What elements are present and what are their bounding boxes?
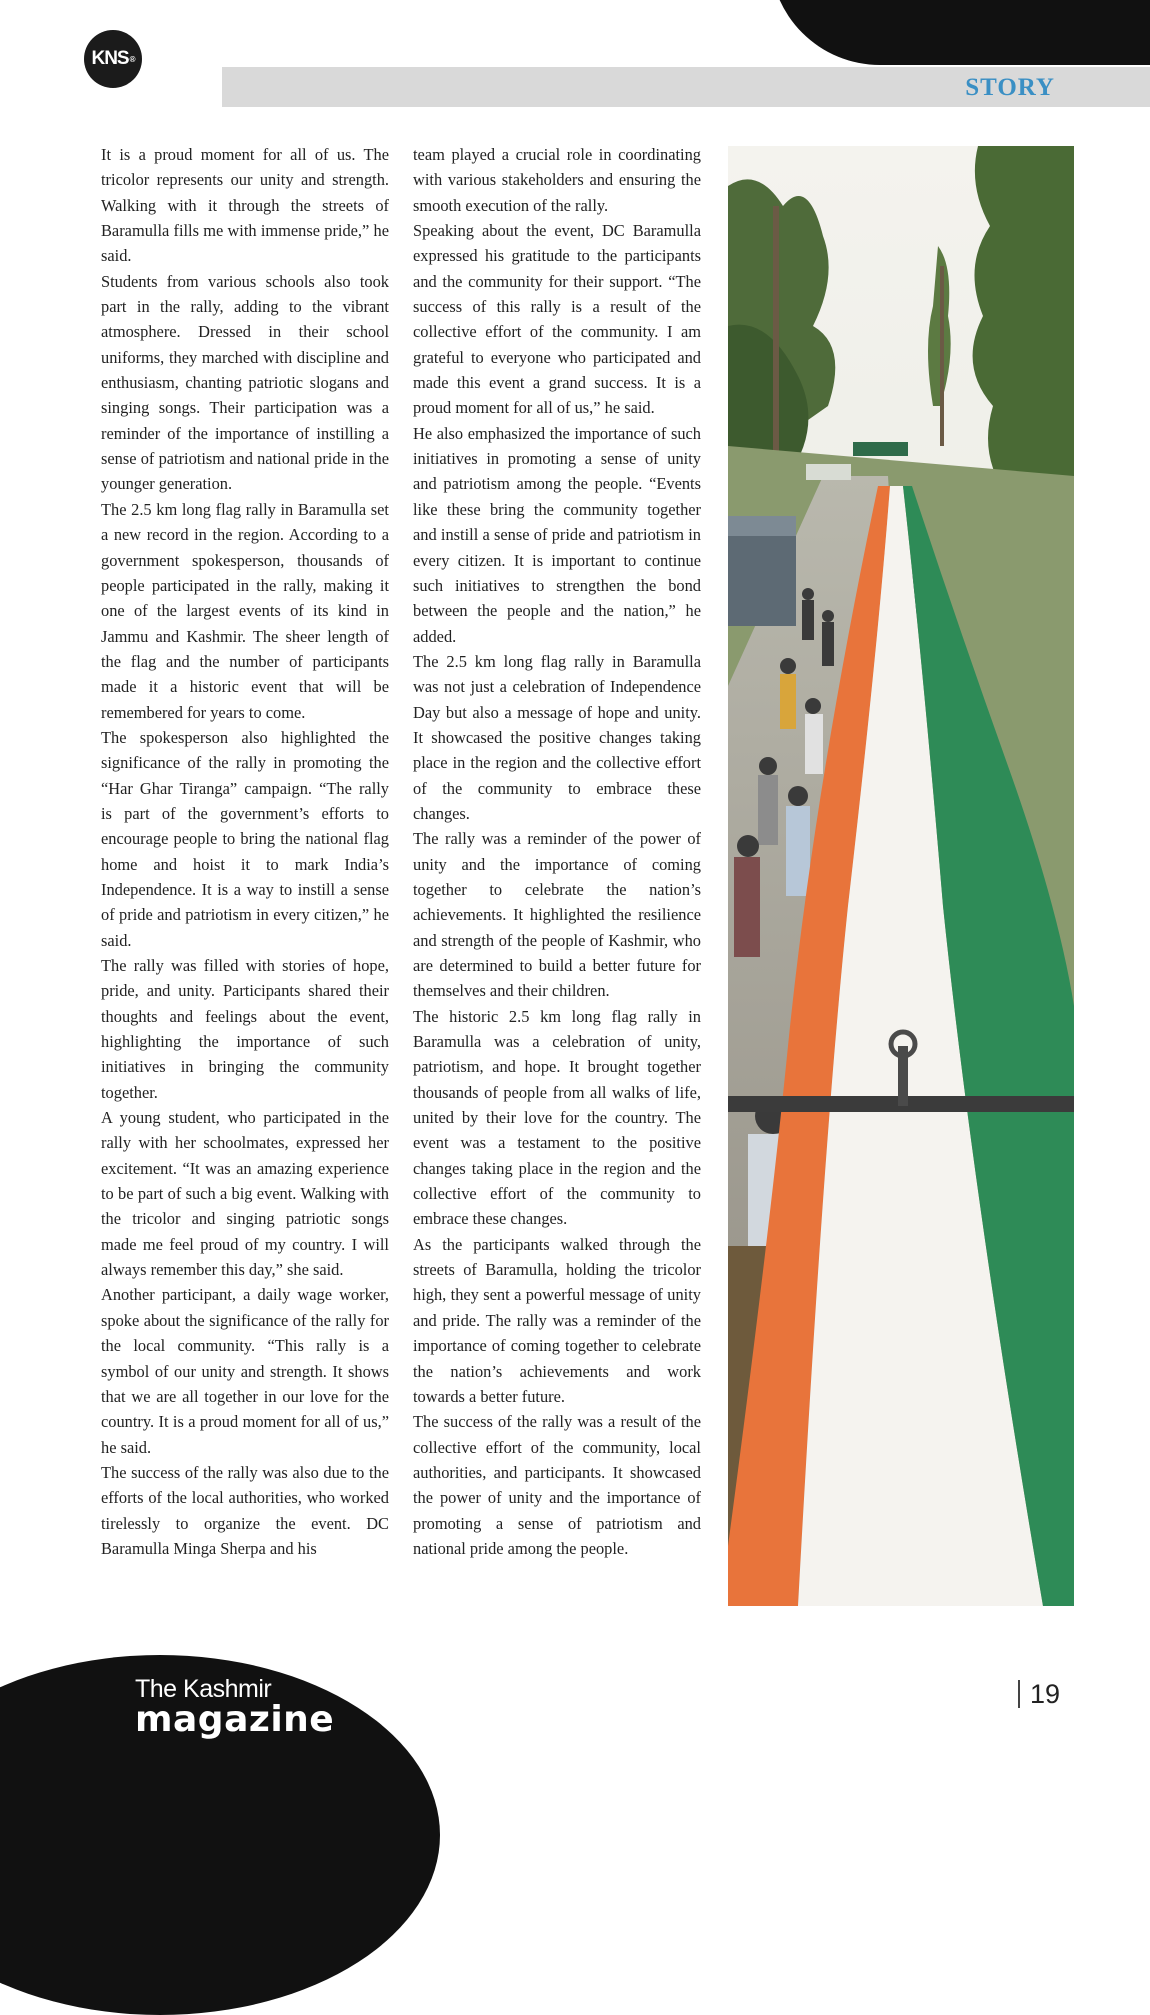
paragraph: The rally was a reminder of the power of unity and the importance of coming together to celebrate the nation’s achievements. It highlighted the resilience and strength of the people of Kashmir, who are determined to build a better future for themselves and their children. (413, 829, 701, 1001)
paragraph: As the participants walked through the streets of Baramulla, holding the tricolor high, they sent a powerful message of unity and pride. The rally was a reminder of the importance of coming together to celebrate the nation’s achievements and work towards a better future. (413, 1234, 701, 1406)
kns-logo (84, 30, 142, 88)
flag-rally-photo (728, 146, 1074, 1606)
brand-line-2: magazine (135, 1699, 335, 1740)
paragraph: A young student, who participated in the rally with her schoolmates, expressed her excitement. “It was an amazing experience to be part of such a big event. Walking with the tricolor and singing patriotic songs made me feel proud of my country. I will always remember this day,” she said. (101, 1108, 389, 1280)
paragraph: The historic 2.5 km long flag rally in Baramulla was a celebration of unity, patriotism, and hope. It brought together thousands of people from all walks of life, united by their love for the country. The event was a testament to the positive changes taking place in the region and the collective effort of the community to embrace these changes. (413, 1006, 701, 1229)
paragraph: It is a proud moment for all of us. The tricolor represents our unity and strength. Walking with it through the streets of Baramulla fills me with immense pride,” he said. (101, 145, 389, 266)
article-column-2 (413, 142, 701, 1561)
kns-logo-text: KNS (91, 48, 129, 69)
paragraph: Students from various schools also took part in the rally, adding to the vibrant atmosphere. Dressed in their school uniforms, they marched with discipline and enthusiasm, chanting patriotic slogans and singing songs. Their participation was a reminder of the importance of instilling a sense of patriotism and national pride in the younger generation. (101, 271, 389, 494)
paragraph: The 2.5 km long flag rally in Baramulla set a new record in the region. According to a government spokesperson, thousands of people participated in the rally, making it one of the largest events of its kind in Jammu and Kashmir. The sheer length of the flag and the number of participants made it a historic event that will be remembered for years to come. (101, 499, 389, 722)
paragraph: team played a crucial role in coordinating with various stakeholders and ensuring the smooth execution of the rally. (413, 145, 701, 215)
brand-line-1: The Kashmir (135, 1675, 272, 1703)
section-label: STORY (965, 74, 1055, 101)
top-right-corner-shape (770, 0, 1150, 65)
article-column-1 (101, 142, 389, 1561)
paragraph: The 2.5 km long flag rally in Baramulla was not just a celebration of Independence Day but also a message of hope and unity. It showcased the positive changes taking place in the region and the collective effort of the community to embrace these changes. (413, 651, 701, 823)
paragraph: Speaking about the event, DC Baramulla expressed his gratitude to the participants and the community for their support. “The success of this rally is a result of the collective effort of the community. I am grateful to everyone who participated and made this event a grand success. It is a proud moment for all of us,” he said. (413, 221, 701, 418)
paragraph: He also emphasized the importance of such initiatives in promoting a sense of unity and patriotism among the people. “Events like these bring the community together and instill a sense of pride and patriotism in every citizen. It is important to continue such initiatives to strengthen the bond between the people and the nation,” he added. (413, 423, 701, 646)
paragraph: The success of the rally was also due to the efforts of the local authorities, who worked tirelessly to organize the event. DC Baramulla Minga Sherpa and his (101, 1462, 389, 1558)
paragraph: The success of the rally was a result of the collective effort of the community, local authorities, and participants. It showcased the power of unity and the importance of promoting a sense of patriotism and national pride among the people. (413, 1412, 701, 1558)
paragraph: The spokesperson also highlighted the significance of the rally in promoting the “Har Ghar Tiranga” campaign. “The rally is part of the government’s efforts to encourage people to bring the national flag home and hoist it to mark India’s Independence. It is a way to instill a sense of pride and patriotism in every citizen,” he said. (101, 727, 389, 950)
page-number: 19 (1018, 1680, 1060, 1708)
magazine-logo (135, 1676, 334, 1738)
registered-mark: ® (129, 54, 135, 64)
paragraph: Another participant, a daily wage worker, spoke about the significance of the rally for the local community. “This rally is a symbol of our unity and strength. It shows that we are all together in our love for the country. It is a proud moment for all of us,” he said. (101, 1285, 389, 1457)
paragraph: The rally was filled with stories of hope, pride, and unity. Participants shared their thoughts and feelings about the event, highlighting the importance of such initiatives in bringing the community together. (101, 956, 389, 1102)
